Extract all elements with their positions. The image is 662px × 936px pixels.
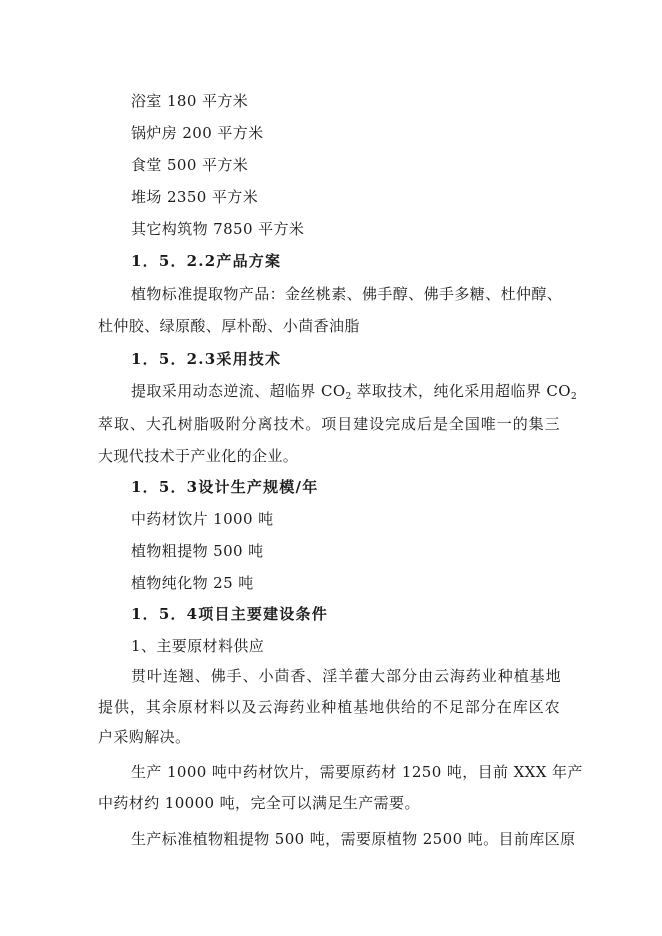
scale-crude-extract: 植物粗提物 500 吨	[131, 542, 264, 560]
tech-text-a: 提取采用动态逆流、超临界 CO	[131, 382, 346, 400]
tech-line-2: 萃取、大孔树脂吸附分离技术。项目建设完成后是全国唯一的集三	[98, 415, 560, 433]
supply-line-1: 贯叶连翘、佛手、小茴香、淫羊藿大部分由云海药业种植基地	[131, 667, 561, 685]
area-other-structures: 其它构筑物 7850 平方米	[131, 220, 305, 238]
heading-product-plan: 1．5．2.2产品方案	[131, 252, 282, 270]
tech-line-3: 大现代技术于产业化的企业。	[98, 447, 299, 465]
production-line-1: 生产 1000 吨中药材饮片，需要原药材 1250 吨，目前 XXX 年产	[131, 763, 583, 781]
crude-extract-line-1: 生产标准植物粗提物 500 吨，需要原植物 2500 吨。目前库区原	[131, 830, 576, 848]
tech-line-1	[131, 381, 601, 401]
tech-text-b: 萃取技术，纯化采用超临界 CO	[351, 382, 571, 400]
supply-line-3: 户采购解决。	[98, 728, 191, 746]
heading-production-scale: 1．5．3设计生产规模/年	[131, 478, 319, 496]
supply-line-2: 提供，其余原材料以及云海药业种植基地供给的不足部分在库区农	[98, 698, 560, 716]
area-bathroom: 浴室 180 平方米	[131, 92, 249, 110]
scale-purified-extract: 植物纯化物 25 吨	[131, 574, 254, 592]
tech-sub-2: 2	[571, 392, 577, 402]
area-storage-yard: 堆场 2350 平方米	[131, 188, 259, 206]
product-line-1: 植物标准提取物产品：金丝桃素、佛手醇、佛手多糖、杜仲醇、	[131, 285, 563, 303]
scale-herbal-slices: 中药材饮片 1000 吨	[131, 510, 274, 528]
product-line-2: 杜仲胶、绿原酸、厚朴酚、小茴香油脂	[98, 317, 360, 335]
heading-construction-conditions: 1．5．4项目主要建设条件	[131, 605, 328, 623]
area-canteen: 食堂 500 平方米	[131, 156, 249, 174]
tech-sub-1: 2	[345, 392, 352, 402]
heading-technology: 1．5．2.3采用技术	[131, 350, 282, 368]
area-boiler-room: 锅炉房 200 平方米	[131, 124, 264, 142]
production-line-2: 中药材约 10000 吨，完全可以满足生产需要。	[98, 794, 420, 812]
subheading-raw-material-supply: 1、主要原材料供应	[131, 637, 265, 655]
